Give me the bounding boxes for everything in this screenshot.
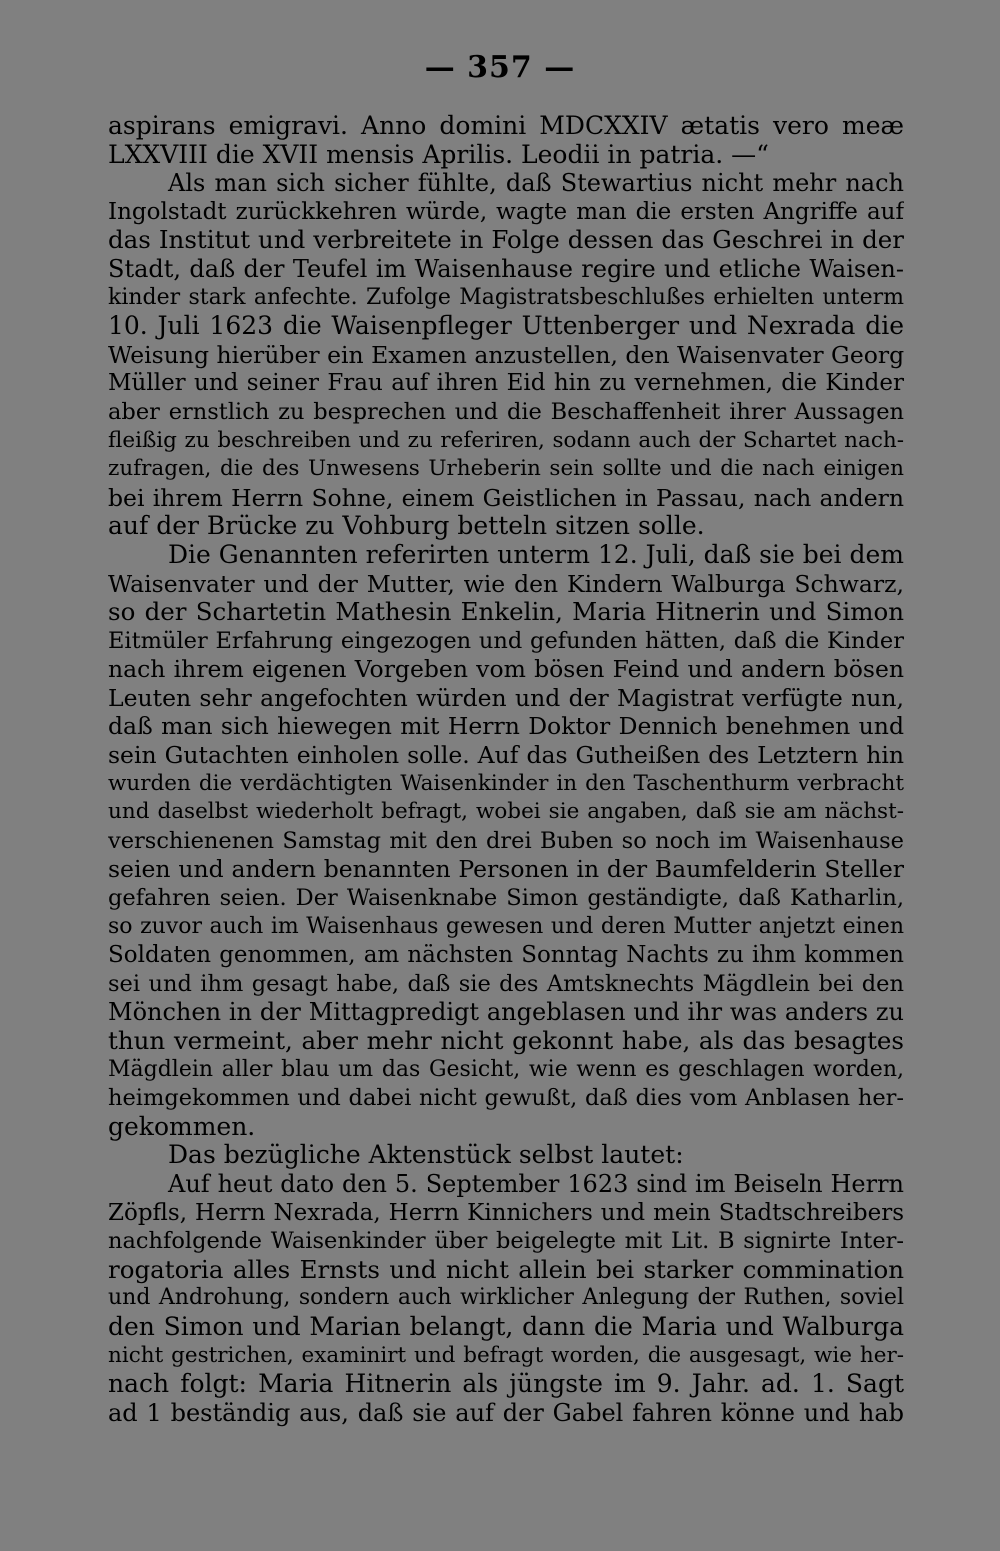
text-line: Leuten sehr angefochten würden und der Magistrat verfügte nun, [108, 683, 904, 712]
text-line: daß man sich hiewegen mit Herrn Doktor Dennich benehmen und [108, 712, 904, 741]
page-number: — 357 — [424, 50, 576, 85]
text-line: Ingolstadt zurückkehren würde, wagte man die ersten Angriffe auf [108, 198, 904, 225]
text-line: Als man sich sicher fühlte, daß Stewartius nicht mehr nach [168, 169, 904, 198]
text-line: aspirans emigravi. Anno domini MDCXXIV ætatis vero meæ [108, 112, 904, 140]
text-line: sei und ihm gesagt habe, daß sie des Amtsknechts Mägdlein bei den [108, 970, 904, 997]
text-line: Mönchen in der Mittagpredigt angeblasen und ihr was anders zu [108, 998, 904, 1027]
text-line: verschienenen Samstag mit den drei Buben so noch im Waisenhause [108, 827, 904, 854]
text-line: Das bezügliche Aktenstück selbst lautet: [168, 1141, 684, 1170]
text-line: aber ernstlich zu besprechen und die Beschaffenheit ihrer Aussagen [108, 398, 904, 425]
text-line: nachfolgende Waisenkinder über beigelegte mit Lit. B signirte Inter- [108, 1228, 904, 1255]
text-line: zufragen, die des Unwesens Urheberin sein sollte und die nach einigen [108, 456, 904, 482]
text-line: wurden die verdächtigten Waisenkinder in den Taschenthurm verbracht [108, 770, 904, 796]
text-line: Mägdlein aller blau um das Gesicht, wie wenn es geschlagen worden, [108, 1056, 904, 1082]
text-line: Auf heut dato den 5. September 1623 sind im Beiseln Herrn [168, 1169, 904, 1198]
text-line: LXXVIII die XVII mensis Aprilis. Leodii in patria. —“ [108, 140, 769, 169]
text-line: Zöpfls, Herrn Nexrada, Herrn Kinnichers und mein Stadtschreibers [108, 1199, 904, 1226]
text-line: Weisung hierüber ein Examen anzustellen, den Waisenvater Georg [108, 340, 904, 369]
text-line: und daselbst wiederholt befragt, wobei sie angaben, daß sie am nächst- [108, 799, 904, 825]
text-line: nach ihrem eigenen Vorgeben vom bösen Feind und andern bösen [108, 655, 904, 684]
text-line: heimgekommen und dabei nicht gewußt, daß dies vom Anblasen her- [108, 1085, 904, 1112]
text-line: den Simon und Marian belangt, dann die Maria und Walburga [108, 1312, 904, 1341]
text-line: Waisenvater und der Mutter, wie den Kindern Walburga Schwarz, [108, 569, 904, 598]
text-line: seien und andern benannten Personen in der Baumfelderin Steller [108, 855, 904, 884]
text-line: fleißig zu beschreiben und zu referiren, sodann auch der Schartet nach- [108, 427, 904, 453]
text-line: das Institut und verbreitete in Folge dessen das Geschrei in der [108, 226, 904, 255]
text-line: gekommen. [108, 1112, 256, 1141]
body-text [108, 112, 904, 1427]
text-line: Stadt, daß der Teufel im Waisenhause regire und etliche Waisen- [108, 254, 904, 283]
text-line: rogatoria alles Ernsts und nicht allein bei starker commination [108, 1255, 904, 1284]
text-line: und Androhung, sondern auch wirklicher Anlegung der Ruthen, soviel [108, 1285, 904, 1311]
text-line: auf der Brücke zu Vohburg betteln sitzen solle. [108, 512, 705, 541]
text-line: 10. Juli 1623 die Waisenpfleger Uttenberger und Nexrada die [108, 312, 904, 341]
text-line: kinder stark anfechte. Zufolge Magistratsbeschlußes erhielten unterm [108, 284, 904, 310]
text-line: so der Schartetin Mathesin Enkelin, Maria Hitnerin und Simon [108, 598, 904, 627]
text-line: ad 1 beständig aus, daß sie auf der Gabel fahren könne und hab [108, 1398, 904, 1427]
text-line: sein Gutachten einholen solle. Auf das Gutheißen des Letztern hin [108, 741, 904, 770]
text-line: Die Genannten referirten unterm 12. Juli, daß sie bei dem [168, 540, 904, 569]
text-line: Eitmüler Erfahrung eingezogen und gefunden hätten, daß die Kinder [108, 627, 904, 654]
text-line: thun vermeint, aber mehr nicht gekonnt habe, als das besagtes [108, 1027, 904, 1055]
text-line: nach folgt: Maria Hitnerin als jüngste im 9. Jahr. ad. 1. Sagt [108, 1370, 904, 1399]
text-line: gefahren seien. Der Waisenknabe Simon geständigte, daß Katharlin, [108, 885, 904, 912]
text-line: bei ihrem Herrn Sohne, einem Geistlichen in Passau, nach andern [108, 483, 904, 512]
text-line: Soldaten genommen, am nächsten Sonntag Nachts zu ihm kommen [108, 942, 904, 969]
text-line: so zuvor auch im Waisenhaus gewesen und deren Mutter anjetzt einen [108, 913, 904, 939]
text-line: nicht gestrichen, examinirt und befragt worden, die ausgesagt, wie her- [108, 1342, 904, 1368]
text-line: Müller und seiner Frau auf ihren Eid hin zu vernehmen, die Kinder [108, 370, 904, 397]
